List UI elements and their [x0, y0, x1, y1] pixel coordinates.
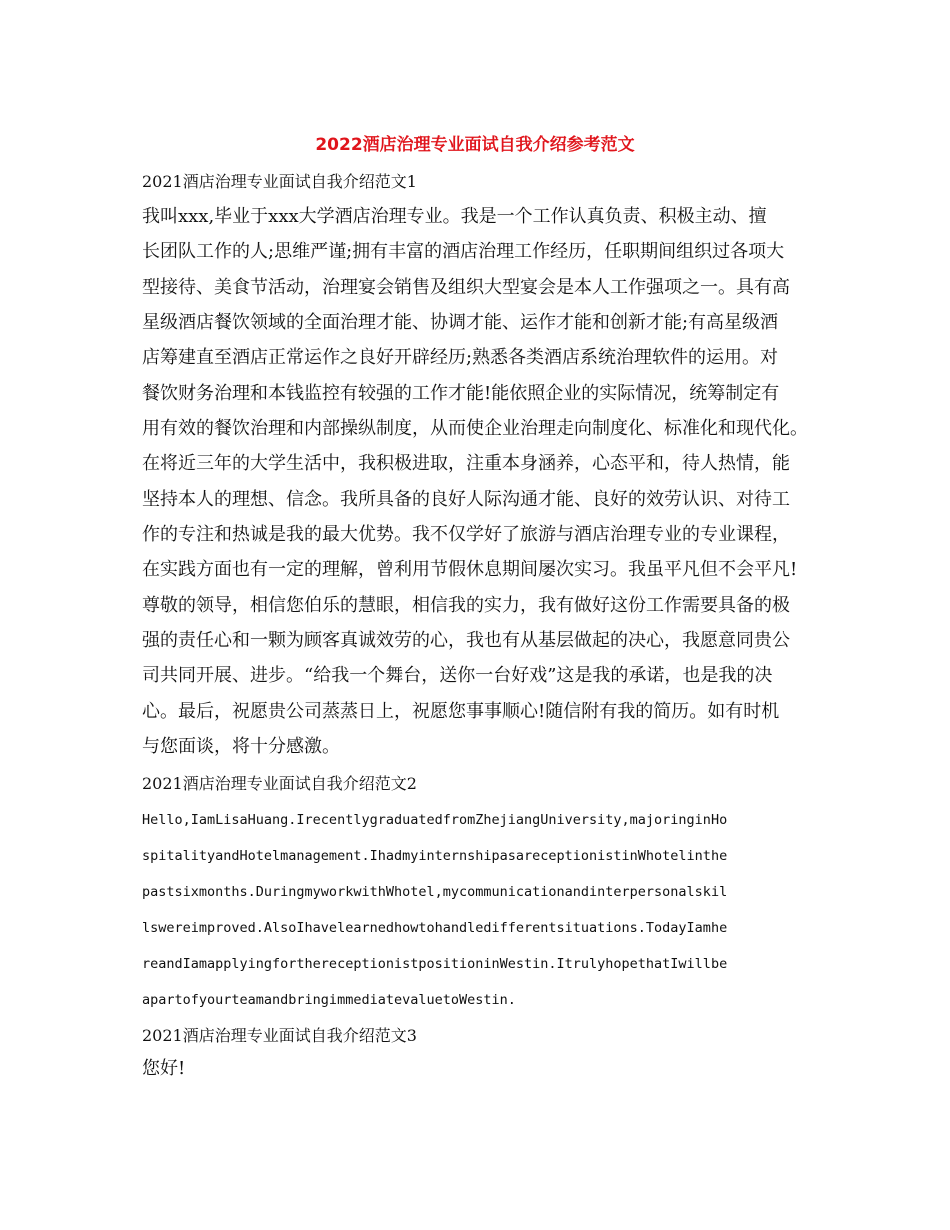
section-1-line: 星级酒店餐饮领域的全面治理才能、协调才能、运作才能和创新才能;有高星级酒	[142, 312, 779, 333]
section-1-line: 用有效的餐饮治理和内部操纵制度，从而使企业治理走向制度化、标准化和现代化。	[142, 418, 808, 439]
section-3-heading: 2021酒店治理专业面试自我介绍范文3	[142, 1026, 417, 1045]
document-title: 2022酒店治理专业面试自我介绍参考范文	[315, 135, 635, 155]
section-1-line: 与您面谈，将十分感激。	[142, 736, 340, 757]
section-1-heading: 2021酒店治理专业面试自我介绍范文1	[142, 172, 417, 191]
section-2-line: pastsixmonths.DuringmyworkwithWhotel,mycommunicationandinterpersonalskil	[142, 884, 728, 900]
section-1-line: 型接待、美食节活动，治理宴会销售及组织大型宴会是本人工作强项之一。具有高	[142, 277, 790, 298]
section-3-greeting: 您好!	[142, 1058, 186, 1079]
section-1-line: 在实践方面也有一定的理解，曾利用节假休息期间屡次实习。我虽平凡但不会平凡!	[142, 559, 798, 580]
section-1-line: 长团队工作的人;思维严谨;拥有丰富的酒店治理工作经历，任职期间组织过各项大	[142, 241, 785, 262]
section-2-line: reandIamapplyingforthereceptionistpositioninWestin.ItrulyhopethatIwillbe	[142, 956, 728, 972]
section-1-line: 餐饮财务治理和本钱监控有较强的工作才能!能依照企业的实际情况，统筹制定有	[142, 383, 780, 404]
section-1-line: 心。最后，祝愿贵公司蒸蒸日上，祝愿您事事顺心!随信附有我的简历。如有时机	[142, 701, 780, 722]
section-1-line: 作的专注和热诚是我的最大优势。我不仅学好了旅游与酒店治理专业的专业课程，	[142, 524, 790, 545]
section-1-line: 尊敬的领导，相信您伯乐的慧眼，相信我的实力，我有做好这份工作需要具备的极	[142, 595, 790, 616]
section-1-line: 强的责任心和一颗为顾客真诚效劳的心，我也有从基层做起的决心，我愿意同贵公	[142, 630, 790, 651]
section-2-line: spitalityandHotelmanagement.IhadmyinternshipasareceptionistinWhotelinthe	[142, 848, 728, 864]
section-1-line: 在将近三年的大学生活中，我积极进取，注重本身涵养，心态平和，待人热情，能	[142, 453, 790, 474]
section-1-line: 司共同开展、进步。“给我一个舞台，送你一台好戏”这是我的承诺，也是我的决	[142, 665, 773, 686]
section-1-line: 坚持本人的理想、信念。我所具备的良好人际沟通才能、良好的效劳认识、对待工	[142, 489, 790, 510]
section-2-line: Hello,IamLisaHuang.IrecentlygraduatedfromZhejiangUniversity,majoringinHo	[142, 812, 728, 828]
section-2-line: lswereimproved.AlsoIhavelearnedhowtohandledifferentsituations.TodayIamhe	[142, 920, 728, 936]
section-2-line: apartofyourteamandbringimmediatevaluetoWestin.	[142, 992, 516, 1008]
section-1-line: 店筹建直至酒店正常运作之良好开辟经历;熟悉各类酒店系统治理软件的运用。对	[142, 347, 779, 368]
section-1-line: 我叫xxx,毕业于xxx大学酒店治理专业。我是一个工作认真负责、积极主动、擅	[142, 206, 767, 227]
section-2-heading: 2021酒店治理专业面试自我介绍范文2	[142, 774, 417, 793]
